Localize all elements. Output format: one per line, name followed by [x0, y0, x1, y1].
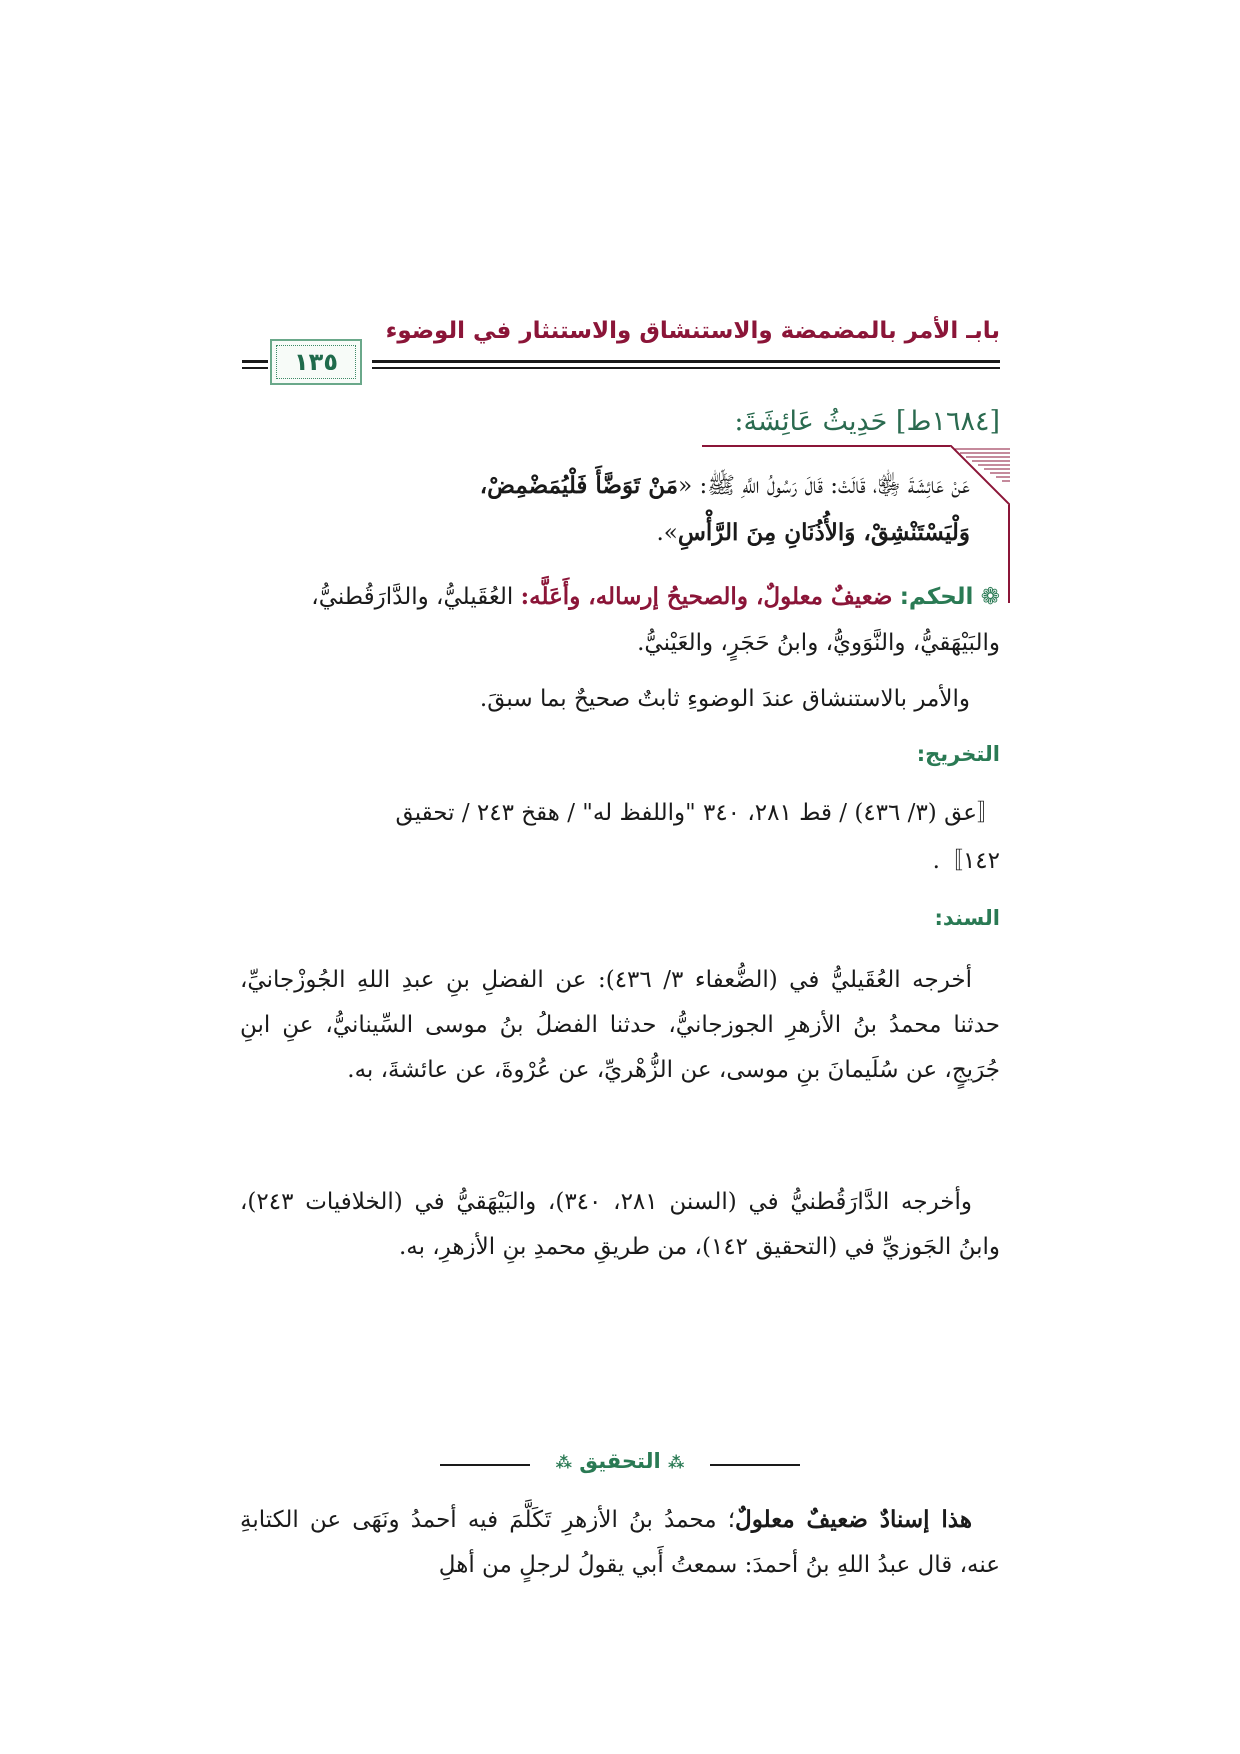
ornament-icon: ⁂ [668, 1453, 685, 1472]
header-rule-left-top [242, 360, 268, 363]
hadith-text-plain: عَنْ عَائِشَةَ ﵂، قَالَتْ: قَالَ رَسُولُ اللَّهِ ﷺ: « [678, 473, 970, 499]
header-rule-top [372, 360, 1000, 363]
tahqiq-label: التحقيق [579, 1449, 661, 1473]
takhrij-line-2: ١٤٢〛. [932, 848, 1000, 874]
ruling-label: الحكم: [899, 584, 974, 610]
header-rule-left-bottom [242, 367, 268, 369]
quote-side-line [1008, 505, 1010, 603]
page-number: ١٣٥ [294, 348, 338, 376]
sanad-paragraph-2: وأخرجه الدَّارَقُطنيُّ في (السنن ٢٨١، ٣٤٠)، والبَيْهَقيُّ في (الخلافيات ٢٤٣)، وابنُ الجَوزيِّ في (التحقيق ١٤٢)، من طريقِ محمدِ بنِ الأزهرِ، به. [240, 1189, 1000, 1260]
ruling-authorities: العُقَيليُّ، والدَّارَقُطنيُّ، [311, 584, 514, 610]
ruling-line-2: والبَيْهَقيُّ، والنَّوَويُّ، وابنُ حَجَرٍ، والعَيْنيُّ. [637, 630, 1000, 656]
quote-top-line [702, 445, 950, 447]
tahqiq-paragraph [240, 1498, 1000, 1588]
tahqiq-text: ؛ محمدُ بنُ الأزهرِ تَكَلَّمَ فيه أحمدُ ونَهَى عن الكتابةِ عنه، قال عبدُ اللهِ بنُ أحمدَ: سمعتُ أَبي يقولُ لرجلٍ من أهلِ [240, 1507, 1000, 1578]
takhrij-label: التخريج: [916, 742, 1000, 766]
hadith-text-bold-2: وَلْيَسْتَنْشِقْ، وَالأُذُنَانِ مِنَ الرَّأْسِ [677, 519, 970, 546]
ruling-note: والأمر بالاستنشاق عندَ الوضوءِ ثابتٌ صحيحٌ بما سبقَ. [479, 686, 970, 712]
takhrij-line-1: 〚عق (٣/ ٤٣٦) / قط ٢٨١، ٣٤٠ "واللفظ له" / هقخ ٢٤٣ / تحقيق [395, 800, 1000, 826]
ruling-line-1 [311, 583, 1000, 612]
running-header [242, 318, 1000, 388]
hadith-text-bold: مَنْ تَوَضَّأَ فَلْيُمَضْمِضْ، [479, 472, 679, 499]
sanad-label: السند: [934, 906, 1000, 930]
chapter-title: بابـ الأمر بالمضمضة والاستنشاق والاستنثار في الوضوء [385, 318, 1000, 344]
hadith-heading: [١٦٨٤ط] حَدِيثُ عَائِشَةَ: [734, 406, 1000, 437]
header-rule-bottom [372, 367, 1000, 369]
hadith-text-line-2 [656, 519, 970, 548]
page-number-frame [270, 339, 362, 385]
flower-ornament-icon: ❁ [980, 584, 1000, 610]
tahqiq-heading [440, 1449, 800, 1473]
hadith-text-end: ». [656, 520, 678, 546]
ruling-verdict: ضعيفٌ معلولٌ، والصحيحُ إرساله، وأَعَلَّه: [520, 583, 893, 610]
tahqiq-divider [440, 1449, 800, 1479]
ornament-icon: ⁂ [555, 1453, 572, 1472]
sanad-paragraph-1: أخرجه العُقَيليُّ في (الضُّعفاء ٣/ ٤٣٦): عن الفضلِ بنِ عبدِ اللهِ الجُوزْجانيِّ، حدثنا محمدُ بنُ الأزهرِ الجوزجانيُّ، حدثنا الفضلُ بنُ موسى السِّينانيُّ، عنِ ابنِ جُرَيجٍ، عن سُلَيمانَ بنِ موسى، عن الزُّهْريِّ، عن عُرْوةَ، عن عائشةَ، به. [240, 967, 1000, 1083]
hadith-text-line-1 [480, 472, 970, 501]
tahqiq-verdict: هذا إسنادٌ ضعيفٌ معلولٌ [735, 1506, 972, 1533]
